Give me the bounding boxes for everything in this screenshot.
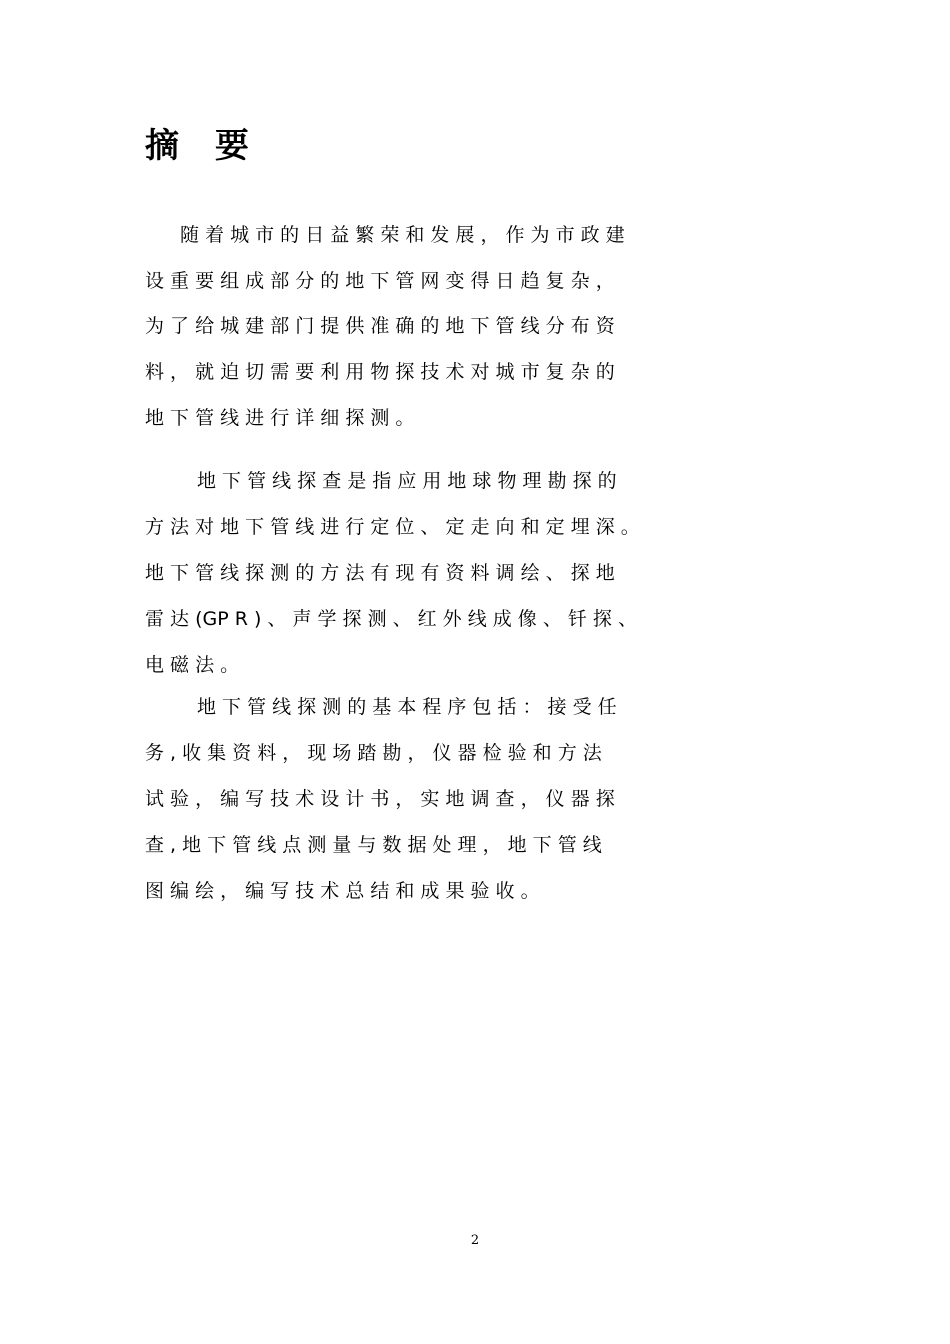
paragraph-2-line-5: 电 磁 法 。	[145, 654, 240, 676]
paragraph-3-line-3: 试 验 ， 编 写 技 术 设 计 书 ， 实 地 调 查 ， 仪 器 探	[145, 788, 615, 810]
paragraph-1-line-2: 设 重 要 组 成 部 分 的 地 下 管 网 变 得 日 趋 复 杂 ，	[145, 270, 615, 292]
paragraph-3-line-1: 地 下 管 线 探 测 的 基 本 程 序 包 括 ： 接 受 任	[197, 696, 617, 718]
paragraph-3-line-5: 图 编 绘 ， 编 写 技 术 总 结 和 成 果 验 收 。	[145, 880, 540, 902]
paragraph-2-line-4: 雷 达 (GP R ) 、 声 学 探 测 、 红 外 线 成 像 、 钎 探 、	[145, 608, 637, 630]
paragraph-2-line-1: 地 下 管 线 探 查 是 指 应 用 地 球 物 理 勘 探 的	[197, 470, 617, 492]
paragraph-1-line-4: 料 ， 就 迫 切 需 要 利 用 物 探 技 术 对 城 市 复 杂 的	[145, 361, 615, 383]
paragraph-1-line-5: 地 下 管 线 进 行 详 细 探 测 。	[145, 407, 415, 429]
paragraph-1-line-1: 随 着 城 市 的 日 益 繁 荣 和 发 展 ， 作 为 市 政 建	[180, 224, 625, 246]
paragraph-2-line-2: 方 法 对 地 下 管 线 进 行 定 位 、 定 走 向 和 定 埋 深 。	[145, 516, 640, 538]
page-number: 2	[470, 1233, 480, 1248]
paragraph-3-line-2: 务 , 收 集 资 料 ， 现 场 踏 勘 ， 仪 器 检 验 和 方 法	[145, 742, 602, 764]
abstract-title: 摘 要	[145, 126, 261, 166]
paragraph-3-line-4: 查 , 地 下 管 线 点 测 量 与 数 据 处 理 ， 地 下 管 线	[145, 834, 602, 856]
paragraph-2-line-3: 地 下 管 线 探 测 的 方 法 有 现 有 资 料 调 绘 、 探 地	[145, 562, 615, 584]
paragraph-1-line-3: 为 了 给 城 建 部 门 提 供 准 确 的 地 下 管 线 分 布 资	[145, 315, 615, 337]
